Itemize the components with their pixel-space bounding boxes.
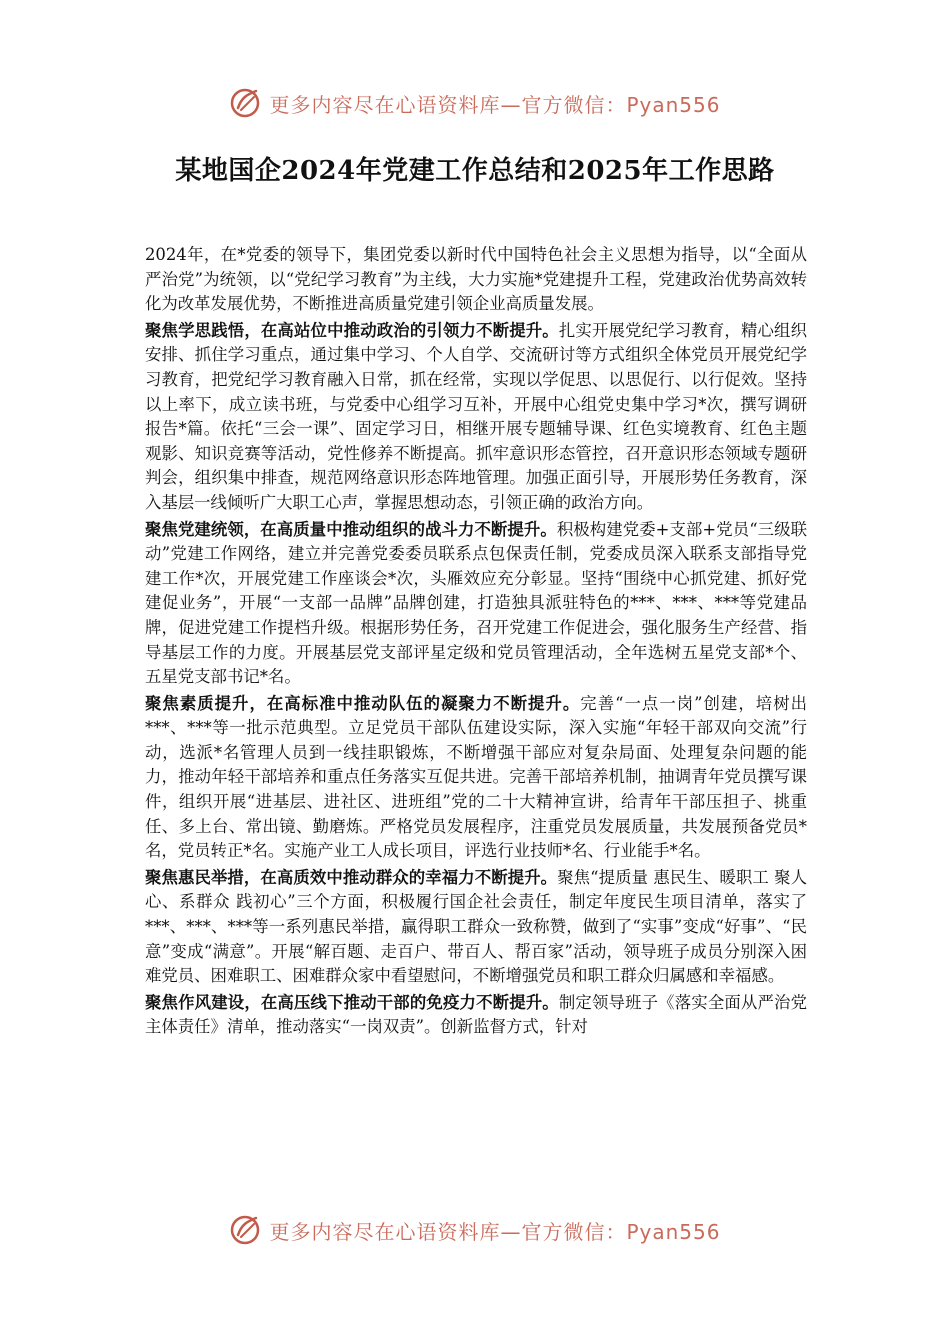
section-paragraph bbox=[145, 866, 807, 989]
section-heading: 聚焦党建统领，在高质量中推动组织的战斗力不断提升。 bbox=[145, 519, 557, 539]
banner-text: 更多内容尽在心语资料库—官方微信：Pyan556 bbox=[269, 1219, 721, 1244]
section-paragraph bbox=[145, 991, 807, 1040]
header-banner bbox=[0, 83, 950, 123]
document-body bbox=[145, 243, 807, 1040]
brand-logo-icon bbox=[229, 1213, 263, 1247]
footer-banner bbox=[0, 1210, 950, 1250]
document-title: 某地国企2024年党建工作总结和2025年工作思路 bbox=[175, 156, 775, 186]
section-text: 扎实开展党纪学习教育，精心组织安排、抓住学习重点，通过集中学习、个人自学、交流研讨等方式组织全体党员开展党纪学习教育，把党纪学习教育融入日常，抓在经常，实现以学促思、以思促行、以行促效。坚持以上率下，成立读书班，与党委中心组学习互补，开展中心组党史集中学习*次，撰写调研报告*篇。依托“三会一课”、固定学习日，相继开展专题辅导课、红色实境教育、红色主题观影、知识竞赛等活动，党性修养不断提高。抓牢意识形态管控，召开意识形态领域专题研判会，组织集中排查，规范网络意识形态阵地管理。加强正面引导，开展形势任务教育，深入基层一线倾听广大职工心声，掌握思想动态，引领正确的政治方向。 bbox=[145, 320, 808, 512]
section-heading: 聚焦惠民举措，在高质效中推动群众的幸福力不断提升。 bbox=[145, 867, 558, 887]
brand-logo-icon bbox=[229, 86, 263, 120]
section-heading: 聚焦作风建设，在高压线下推动干部的免疫力不断提升。 bbox=[145, 992, 559, 1012]
section-paragraph bbox=[145, 319, 807, 516]
banner-text: 更多内容尽在心语资料库—官方微信：Pyan556 bbox=[269, 92, 721, 117]
section-paragraph bbox=[145, 518, 807, 690]
section-heading: 聚焦学思践悟，在高站位中推动政治的引领力不断提升。 bbox=[145, 320, 559, 340]
section-text: 积极构建党委+支部+党员“三级联动”党建工作网络，建立并完善党委委员联系点包保责任制，党委成员深入联系支部指导党建工作*次，开展党建工作座谈会*次，头雁效应充分彰显。坚持“围绕中心抓党建、抓好党建促业务”，开展“一支部一品牌”品牌创建，打造独具派驻特色的***、***、***等党建品牌，促进党建工作提档升级。根据形势任务，召开党建工作促进会，强化服务生产经营、指导基层工作的力度。开展基层党支部评星定级和党员管理活动，全年选树五星党支部*个、五星党支部书记*名。 bbox=[145, 519, 807, 687]
section-text: 完善“一点一岗”创建，培树出***、***等一批示范典型。立足党员干部队伍建设实际，深入实施“年轻干部双向交流”行动，选派*名管理人员到一线挂职锻炼，不断增强干部应对复杂局面、处理复杂问题的能力，推动年轻干部培养和重点任务落实互促共进。完善干部培养机制，抽调青年党员撰写课件，组织开展“进基层、进社区、进班组”党的二十大精神宣讲，给青年干部压担子、挑重任、多上台、常出镜、勤磨炼。严格党员发展程序，注重党员发展质量，共发展预备党员*名，党员转正*名。实施产业工人成长项目，评选行业技师*名、行业能手*名。 bbox=[145, 693, 807, 861]
intro-paragraph: 2024年，在*党委的领导下，集团党委以新时代中国特色社会主义思想为指导，以“全面从严治党”为统领，以“党纪学习教育”为主线，大力实施*党建提升工程，党建政治优势高效转化为改革发展优势，不断推进高质量党建引领企业高质量发展。 bbox=[145, 245, 807, 314]
section-heading: 聚焦素质提升，在高标准中推动队伍的凝聚力不断提升。 bbox=[145, 693, 581, 713]
section-text: 聚焦“提质量 惠民生、暖职工 聚人心、系群众 践初心”三个方面，积极履行国企社会责任，制定年度民生项目清单，落实了***、***、***等一系列惠民举措，赢得职工群众一致称赞，做到了“实事”变成“好事”、“民意”变成“满意”。开展“解百题、走百户、带百人、帮百家”活动，领导班子成员分别深入困难党员、困难职工、困难群众家中看望慰问，不断增强党员和职工群众归属感和幸福感。 bbox=[145, 867, 807, 986]
section-paragraph bbox=[145, 692, 807, 864]
section-text: 制定领导班子《落实全面从严治党主体责任》清单，推动落实“一岗双责”。创新监督方式，针对 bbox=[145, 992, 808, 1037]
